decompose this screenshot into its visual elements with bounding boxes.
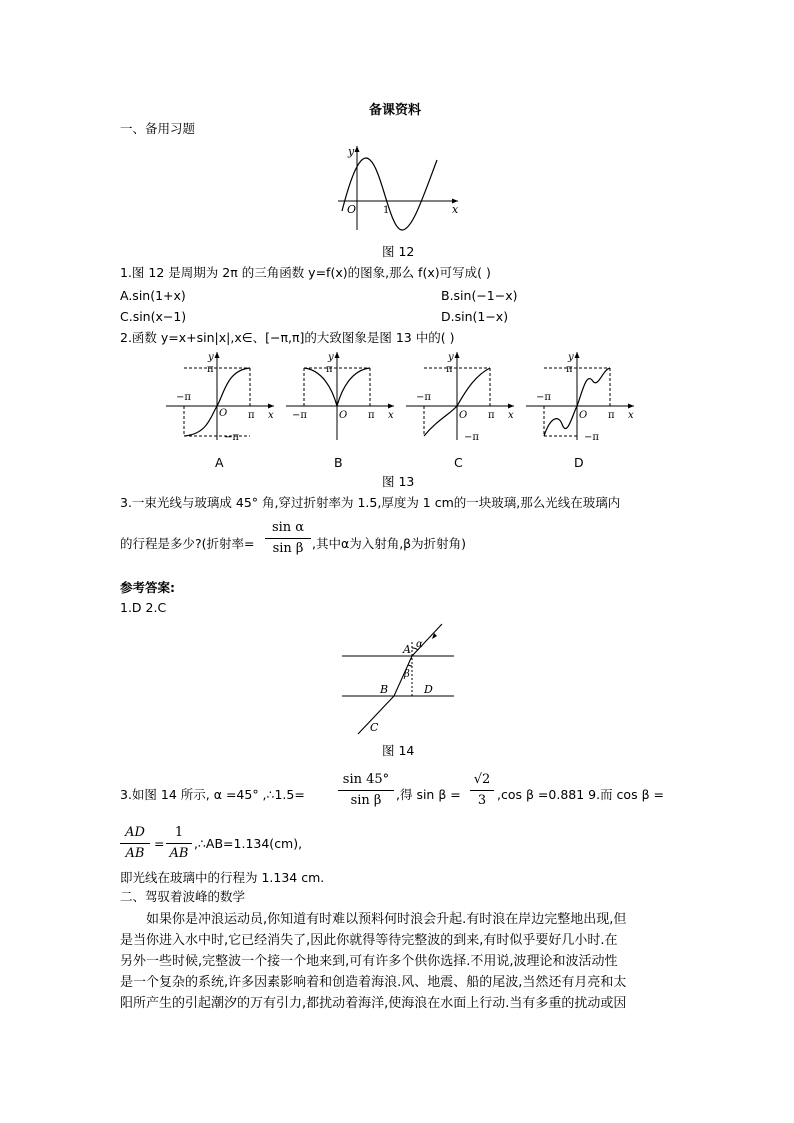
q1-option-b: B.sin(−1−x) bbox=[441, 288, 518, 303]
svg-text:y: y bbox=[568, 352, 574, 363]
svg-text:π: π bbox=[446, 364, 453, 375]
svg-text:x: x bbox=[628, 410, 634, 421]
fig12-caption: 图 12 bbox=[382, 244, 415, 259]
svg-text:π: π bbox=[566, 364, 573, 375]
paragraph-line: 是当你进入水中时,它已经消失了,因此你就得等待完整波的到来,有时似乎要好几小时.在 bbox=[120, 933, 618, 948]
svg-text:y: y bbox=[328, 352, 334, 363]
fig13-label-c: C bbox=[454, 455, 463, 470]
answers-heading: 参考答案: bbox=[120, 580, 175, 595]
q2-stem: 2.函数 y=x+sin|x|,x∈、[−π,π]的大致图象是图 13 中的( ) bbox=[120, 330, 455, 345]
section-heading-1: 一、备用习题 bbox=[120, 121, 196, 136]
svg-text:x: x bbox=[508, 410, 514, 421]
svg-text:−π: −π bbox=[176, 392, 191, 403]
svg-text:A: A bbox=[403, 643, 411, 656]
svg-text:π: π bbox=[248, 410, 255, 421]
svg-text:π: π bbox=[608, 410, 615, 421]
fig12-x-label: x bbox=[452, 203, 459, 216]
page-title: 备课资料 bbox=[369, 103, 422, 118]
q1-stem: 1.图 12 是周期为 2π 的三角函数 y=f(x)的图象,那么 f(x)可写成( ) bbox=[120, 265, 491, 280]
q3-line2-pre: 的行程是多少?(折射率= bbox=[120, 536, 255, 551]
svg-text:π: π bbox=[368, 410, 375, 421]
section2-paragraph bbox=[120, 909, 680, 1014]
svg-text:−π: −π bbox=[292, 410, 307, 421]
fig14-caption: 图 14 bbox=[382, 743, 415, 758]
fig13-label-b: B bbox=[334, 455, 343, 470]
q1-option-a: A.sin(1+x) bbox=[120, 288, 186, 303]
fig13-label-a: A bbox=[215, 455, 224, 470]
svg-text:O: O bbox=[339, 410, 348, 421]
paragraph-line: 如果你是冲浪运动员,你知道有时难以预料何时浪会升起.有时浪在岸边完整地出现,但 bbox=[146, 912, 627, 927]
svg-text:π: π bbox=[207, 364, 214, 375]
q3-fraction: sin α sin β bbox=[265, 519, 311, 558]
sol3-fraction-4: 1 AB bbox=[166, 824, 192, 863]
svg-text:C: C bbox=[370, 721, 379, 734]
fig12-y-label: y bbox=[348, 145, 355, 158]
sol3-result: ,∴AB=1.134(cm), bbox=[194, 836, 303, 851]
svg-text:−π: −π bbox=[416, 392, 431, 403]
fig12-origin-label: O bbox=[347, 203, 357, 216]
figure-13-graph-b bbox=[282, 348, 400, 443]
svg-text:π: π bbox=[326, 364, 333, 375]
q1-option-c: C.sin(x−1) bbox=[120, 309, 187, 324]
sol3-post: ,cos β =0.881 9.而 cos β = bbox=[497, 787, 664, 802]
svg-text:O: O bbox=[219, 408, 228, 419]
svg-text:O: O bbox=[579, 410, 588, 421]
svg-text:α: α bbox=[416, 639, 423, 650]
paragraph-line: 是一个复杂的系统,许多因素影响着和创造着海浪.风、地震、船的尾波,当然还有月亮和太 bbox=[120, 975, 627, 990]
svg-text:−π: −π bbox=[584, 432, 599, 443]
sol3-equals: = bbox=[154, 836, 165, 851]
fig12-sine-curve bbox=[342, 158, 437, 230]
figure-13-graph-a bbox=[162, 348, 280, 443]
figure-13-graph-c bbox=[402, 348, 520, 443]
q3-line1: 3.一束光线与玻璃成 45° 角,穿过折射率为 1.5,厚度为 1 cm的一块玻璃,那么光线在玻璃内 bbox=[120, 495, 621, 510]
svg-text:β: β bbox=[404, 669, 410, 680]
sol3-pre: 3.如图 14 所示, α =45° ,∴1.5= bbox=[120, 787, 305, 802]
svg-text:π: π bbox=[488, 410, 495, 421]
svg-text:D: D bbox=[424, 683, 433, 696]
q3-line2-post: ,其中α为入射角,β为折射角) bbox=[312, 536, 467, 551]
sol3-fraction-1: sin 45° sin β bbox=[338, 771, 394, 810]
sol3-conclusion: 即光线在玻璃中的行程为 1.134 cm. bbox=[120, 870, 325, 885]
paragraph-line: 另外一些时候,完整波一个接一个地来到,可有许多个供你选择.不用说,波理论和波活动性 bbox=[120, 954, 618, 969]
fig13-caption: 图 13 bbox=[382, 474, 415, 489]
fig12-one-label: 1 bbox=[383, 205, 390, 216]
figure-13-graph-d bbox=[522, 348, 640, 443]
figure-14 bbox=[338, 620, 458, 738]
q1-option-d: D.sin(1−x) bbox=[441, 309, 509, 324]
svg-text:x: x bbox=[388, 410, 394, 421]
svg-text:x: x bbox=[268, 410, 274, 421]
figure-12 bbox=[330, 140, 465, 235]
svg-text:B: B bbox=[380, 683, 389, 696]
sol3-mid: ,得 sin β = bbox=[396, 787, 461, 802]
sol3-fraction-3: AD AB bbox=[120, 824, 150, 863]
fig13-label-d: D bbox=[574, 455, 584, 470]
section-heading-2: 二、驾驭着波峰的数学 bbox=[120, 889, 246, 904]
sol3-fraction-2: √2 3 bbox=[470, 771, 494, 810]
svg-text:−π: −π bbox=[224, 432, 239, 443]
paragraph-line: 阳所产生的引起潮汐的万有引力,都扰动着海洋,使海浪在水面上行动.当有多重的扰动或因 bbox=[120, 996, 627, 1011]
svg-text:O: O bbox=[459, 410, 468, 421]
svg-text:y: y bbox=[448, 352, 454, 363]
svg-text:−π: −π bbox=[536, 392, 551, 403]
svg-text:y: y bbox=[208, 352, 214, 363]
svg-text:−π: −π bbox=[464, 432, 479, 443]
answers-line: 1.D 2.C bbox=[120, 600, 167, 615]
